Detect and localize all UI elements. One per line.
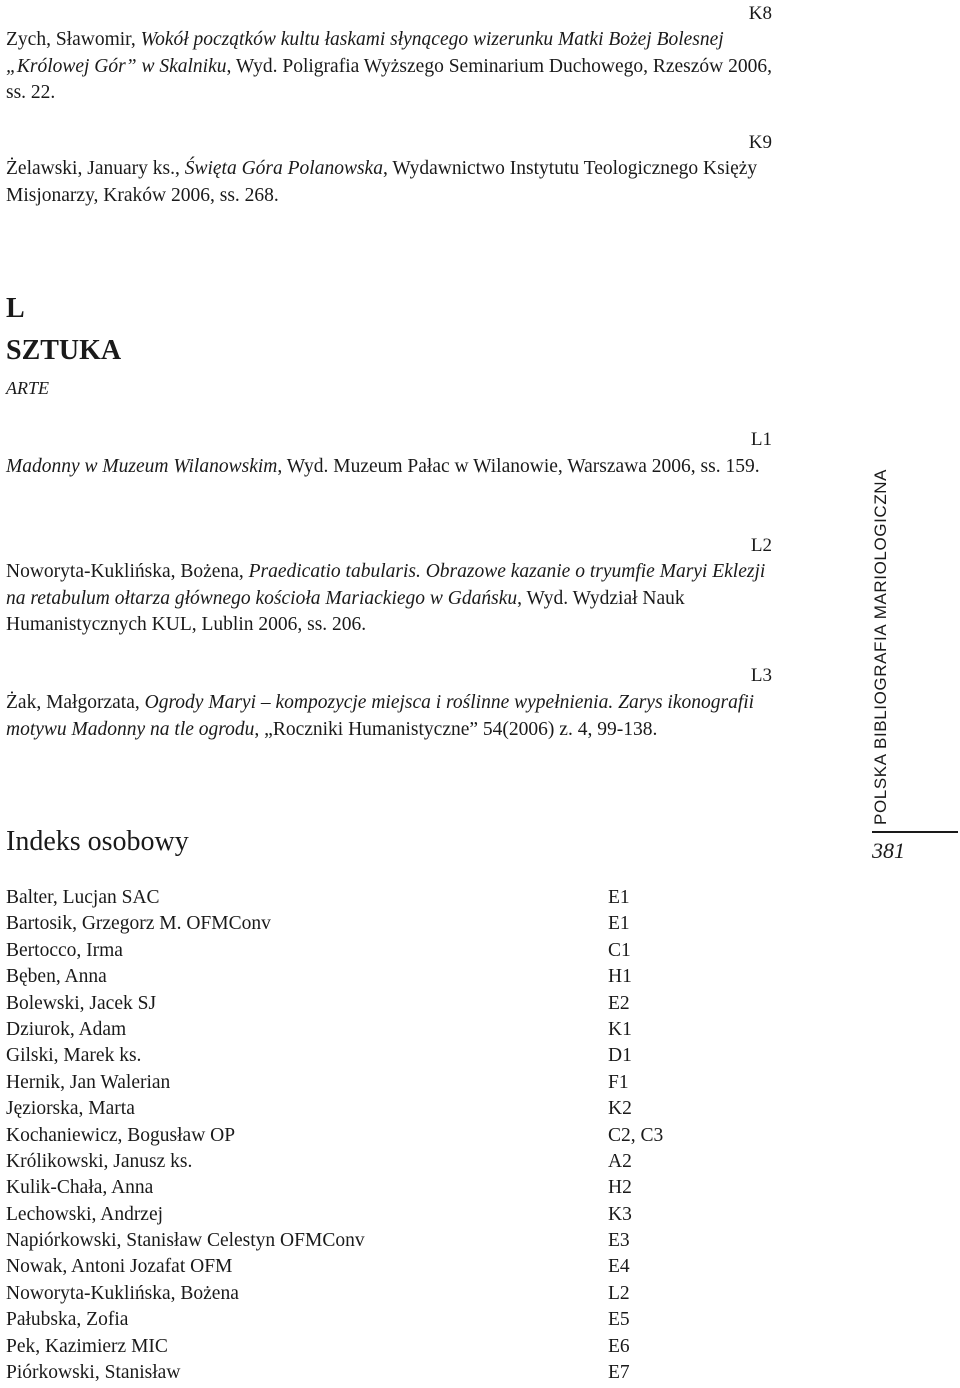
index-row bbox=[6, 885, 706, 911]
index-name: Pek, Kazimierz MIC bbox=[6, 1335, 168, 1357]
index-ref: E4 bbox=[608, 1256, 630, 1278]
index-name: Królikowski, Janusz ks. bbox=[6, 1150, 193, 1172]
index-row bbox=[6, 1017, 706, 1043]
index-name: Bolewski, Jacek SJ bbox=[6, 992, 157, 1014]
index-row bbox=[6, 1228, 706, 1254]
running-title: POLSKA BIBLIOGRAFIA MARIOLOGICZNA bbox=[871, 468, 890, 825]
entry-code: L3 bbox=[750, 665, 772, 686]
index-row bbox=[6, 1281, 706, 1307]
index-name: Nowak, Antoni Jozafat OFM bbox=[6, 1256, 233, 1278]
index-name: Bęben, Anna bbox=[6, 966, 107, 988]
index-row bbox=[6, 1096, 706, 1122]
index-ref: K3 bbox=[608, 1203, 632, 1225]
index-name: Dziurok, Adam bbox=[6, 1018, 127, 1040]
entry-author: Zych, Sławomir, bbox=[6, 29, 141, 50]
index-ref: E1 bbox=[608, 887, 630, 908]
index-ref: E5 bbox=[608, 1309, 630, 1331]
entry-publication: , Wyd. Wydział Nauk Humanistycznych KUL, Lublin 2006, ss. 206. bbox=[6, 587, 685, 635]
index-ref: L2 bbox=[608, 1282, 630, 1304]
index-ref: C1 bbox=[608, 939, 631, 961]
index-name: Noworyta-Kuklińska, Bożena bbox=[6, 1282, 239, 1304]
section-title: SZTUKA bbox=[6, 335, 122, 366]
index-row bbox=[6, 1202, 706, 1228]
index-name: Kulik-Chała, Anna bbox=[6, 1177, 154, 1199]
index-row bbox=[6, 1360, 706, 1386]
index-ref: E1 bbox=[608, 913, 630, 935]
index-ref: A2 bbox=[608, 1150, 632, 1172]
entry-title: Święta Góra Polanowska bbox=[184, 158, 383, 179]
index-ref: D1 bbox=[608, 1045, 632, 1067]
index-row bbox=[6, 964, 706, 990]
index-row bbox=[6, 1149, 706, 1175]
index-row bbox=[6, 1307, 706, 1333]
index-ref: K2 bbox=[608, 1098, 632, 1120]
index-row bbox=[6, 1123, 706, 1149]
index-name: Balter, Lucjan SAC bbox=[6, 887, 160, 908]
entry-publication: , Wyd. Poligrafia Wyższego Seminarium Duchowego, Rzeszów 2006, ss. 22. bbox=[6, 55, 773, 103]
entry-publication: , „Roczniki Humanistyczne” 54(2006) z. 4, 99-138. bbox=[254, 718, 658, 740]
index-ref: C2, C3 bbox=[608, 1124, 664, 1146]
index-row bbox=[6, 1334, 706, 1360]
index-name: Lechowski, Andrzej bbox=[6, 1203, 164, 1225]
index-ref: E2 bbox=[608, 992, 630, 1014]
page-number: 381 bbox=[872, 838, 905, 863]
index-ref: E3 bbox=[608, 1230, 630, 1252]
entry-title: Wokół początków kultu łaskami słynącego wizerunku Matki Bożej Bolesnej „Królowej Gór” w Skalniku bbox=[6, 29, 724, 77]
bibliography-entry bbox=[6, 156, 772, 209]
index-name: Hernik, Jan Walerian bbox=[6, 1071, 171, 1093]
bibliography-entry bbox=[6, 559, 772, 639]
index-row bbox=[6, 1043, 706, 1069]
entry-title: Madonny w Muzeum Wilanowskim bbox=[6, 456, 278, 477]
index-ref: F1 bbox=[608, 1071, 629, 1093]
index-ref: K1 bbox=[608, 1018, 632, 1040]
entry-author: Żak, Małgorzata, bbox=[6, 692, 145, 713]
entry-author: Żelawski, January ks., bbox=[6, 158, 185, 179]
index-name: Gilski, Marek ks. bbox=[6, 1045, 142, 1067]
entry-publication: , Wyd. Muzeum Pałac w Wilanowie, Warszawa 2006, ss. 159. bbox=[277, 456, 760, 477]
index-ref: E7 bbox=[608, 1362, 630, 1384]
index-list bbox=[6, 885, 706, 1386]
index-row bbox=[6, 991, 706, 1017]
index-name: Bertocco, Irma bbox=[6, 939, 123, 961]
bibliography-entry bbox=[6, 27, 772, 107]
entry-title: Praedicatio tabularis. Obrazowe kazanie o tryumfie Maryi Eklezji na retabulum ołtarza głównego kościoła Mariackiego w Gdańsku bbox=[6, 561, 766, 609]
index-row bbox=[6, 1070, 706, 1096]
index-ref: E6 bbox=[608, 1335, 630, 1357]
index-name: Napiórkowski, Stanisław Celestyn OFMConv bbox=[6, 1230, 365, 1252]
entry-author: Noworyta-Kuklińska, Bożena, bbox=[6, 561, 249, 582]
entry-code: L1 bbox=[750, 429, 772, 450]
index-row bbox=[6, 1254, 706, 1280]
section-subtitle: ARTE bbox=[6, 378, 49, 398]
index-row bbox=[6, 911, 706, 937]
index-ref: H2 bbox=[608, 1177, 632, 1199]
index-ref: H1 bbox=[608, 966, 632, 988]
index-row bbox=[6, 1175, 706, 1201]
entry-code: K8 bbox=[748, 3, 772, 24]
index-title: Indeks osobowy bbox=[6, 826, 189, 857]
entry-publication: , Wydawnictwo Instytutu Teologicznego Księży Misjonarzy, Kraków 2006, ss. 268. bbox=[6, 158, 758, 206]
index-name: Pałubska, Zofia bbox=[6, 1309, 129, 1331]
bibliography-entry bbox=[6, 690, 772, 743]
index-name: Kochaniewicz, Bogusław OP bbox=[6, 1124, 236, 1146]
entry-title: Ogrody Maryi – kompozycje miejsca i roślinne wypełnienia. Zarys ikonografii motywu Madonny na tle ogrodu bbox=[6, 692, 755, 740]
index-name: Jęziorska, Marta bbox=[6, 1098, 135, 1120]
bibliography-entry bbox=[6, 454, 772, 481]
index-name: Piórkowski, Stanisław bbox=[6, 1362, 181, 1384]
index-name: Bartosik, Grzegorz M. OFMConv bbox=[6, 913, 271, 935]
entry-code: L2 bbox=[750, 535, 772, 556]
margin-rule bbox=[872, 831, 958, 833]
index-row bbox=[6, 938, 706, 964]
entry-code: K9 bbox=[748, 132, 772, 153]
section-letter: L bbox=[6, 293, 25, 324]
